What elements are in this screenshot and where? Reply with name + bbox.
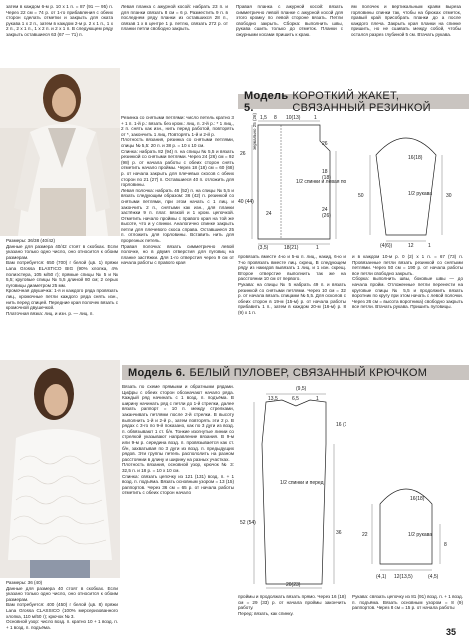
d5-sleeve-label: 1/2 рукава [408, 191, 433, 197]
model5-text-mid: Резинка со снятыми петлями: число петель кратно 3 + 1 п. 1-й р.: вязать без кром.: лиц. п. 2-й р.: * 1 лиц., 2 п. снять как изн., нить перед работой, повторять от *, закончить 1 лиц. Повторять 1-й и 2-й р. Плотность вязания, резинка со снятыми петлями, спицы № 5,5: 20 п. и 38 р. = 10 х 10 см. Спинка: набрать 82 (94) п. на спицы № 5,5 и вязать резинкой со снятыми петлями. Через 24 (26) см = 92 (98) р. от начала работы с обеих сторон снять отметить начало проймы. Через 18 (18) см = 60 (68) р. от начала закрыть для плечевых скосов с обеих сторон по 21 (27) п. Оставшиеся 40 п. отложить для горловины. Левая полочка: набрать 46 (52) п. на спицы № 5,5 и вязать следующим образом: 36 (42) п. резинкой со снятыми петлями, при этом начать с 1 лиц. и закончить 2 п., снятыми как изн., для планки застёжки 9 п. плат. вязкой и 1 кром. цепочкой. Отметить начало проймы с правого края на той же высоте, что и у спинки. Аналогично спинке закрыть петли для плечевого скоса справа. Оставшиеся 25 п. отложить для горловины. Вставить нить для прорезных петель. Правая полочка: вязать симметрично левой полочке, но в двумя отверстия для пуговиц на планке застёжки. Для 1-го отверстия через 9 см от начала работы с правого края [121, 115, 234, 266]
model5-photo [0, 68, 120, 236]
d6-top-small: (9,5) [296, 386, 307, 392]
model5-text-left: Размеры: 36/38 (40/42) Данные для размера 40/42 стоят в скобках. Если указано только одно число, оно относится к обоим размерам. Вам потребуется: 650 (700) г белой (цв. 1) пряжи Lana Grossa ELASTICO BIG (90% хлопка, 4% полиэстера, 105 м/50 г); прямые спицы № 5 и № 5,5; круговые спицы № 5,5 длиной 80 см; 2 серых пуговицы диаметром 25 мм. Кромочная двушечка: 1-я и каждого ряда провязать лиц., кромочные петли каждого ряда снять изн., нить перед спицей. Передние края полочек вязать с кромочной двушечкой. Платочная вязка: лиц. и изн. р. — лиц. п. [6, 238, 118, 316]
top-text-col4: ям полочек и вертикальным краям выреза горловины спинки так, чтобы на брюках отметок, правый край присобрать планки до а после каждого плеча. Закрыть края планки на спинке пришить, но не сшивать между собой, чтобы остался разрез глубиной 5 см. Втачать рукава. [351, 4, 461, 37]
d6-sleeve-top: 16(18) [410, 496, 425, 502]
d6-sleeve-left: 22 [362, 532, 368, 538]
model6-header [122, 365, 469, 380]
d5-top-2: 8 [274, 115, 277, 121]
top-text-col2: Левая планка с ажурной косой: набрать 23 п. и для планки связать 8 см = 6 р. Разместить 9 п. в последнем ряду планки из оставшихся 28 п., связав 1 х в центре 1 р. петлю, связать 272 р. от планки петли свободно закрыть. [121, 4, 228, 32]
model5-title: КОРОТКИЙ ЖАКЕТ, СВЯЗАННЫЙ РЕЗИНКОЙ [292, 89, 431, 114]
model6-text-mid: Вязать по схеме прямыми и обратными рядами. Цифры с обеих сторон обозначают начало ряда. Каждый ряд начинать с 1 возд. п. подъёма. В ширину начинать ряд с петли до 1-й стрелки, далее вязать раппорт = 10 п. между стрелками, заканчивать петлями после 2-й стрелки. В высоту выполнить 1-й и 2-й р., затем повторять эти 2 р. В рядах с 3-го по 9-й показано, как по 3 дуги из возд. п. обвязывают 1 ст. б/н. Тонкие изогнутые линии со стрелкой указывают направление вязания. В 9-м или 9-м р. середина возд. п. провязывается как ст. б/н, захватывая по 3 дуги из возд. п. предыдущих рядов. Эти группы петель распололить на разном расстоянии в длину и ширину на разных участках. Плотность вязания, основной узор, крючок № 3: 32,5 п. и 18 р. = 10 х 10 см. Спинка: связать цепочку из 121 (131) возд. п. + 1 возд. п. подъёма. Вязать основным узором = 13 (15) раппортов. Через 36 см = 65 р. от начала работы отметить с обеих сторон начало [122, 384, 234, 496]
d5-sleeve-top: 16(18) [408, 155, 423, 161]
model5-number: Модель 5. [244, 89, 289, 114]
d5-mid-right-a: 18 [322, 169, 328, 175]
page-number: 35 [446, 627, 457, 637]
d6-top-3: 1 [316, 396, 319, 402]
model5-text-right: провязать вместе 4-ю и 5-ю п. лиц., накид, 6-ю и 7-ю провязать вместе лиц. скрещ. В следующем ряду из накидов вывязать 1 лиц. и 1 изн. скрещ. Второе отверстие выполнить так же на расстоянии 10 см от первого. Рукава: на спицы № 5 набрать 49 п. и вязать резинкой со снятыми петлями. Через 10 см = 32 р. от начала вязать спицами № 5,5. Для осколов с обеих сторон в 19-м (15-м) р. от начала работы прибавить 1 п., затем в каждом 20-м (16-м) р. 8 (9) х 1 п. [238, 254, 346, 315]
d5-top-4: 1 [314, 115, 317, 121]
model6-number: Модель 6. [128, 366, 186, 379]
model6-title: БЕЛЫЙ ПУЛОВЕР, СВЯЗАННЫЙ КРЮЧКОМ [189, 366, 428, 379]
model6-text-right: проймы и продолжать вязать прямо. Через 16 (18) см = 29 (33) р. от начала проймы закончить работу. Перед: вязать, как спинку. [238, 594, 346, 616]
d5-mid-right-b: (18) [322, 175, 331, 181]
d6-left-outer: 52 (54) [240, 520, 256, 526]
d5-bottom-3: 1 [316, 245, 319, 250]
d6-bottom: 20(23) [286, 582, 301, 588]
d5-top-1: 1,5 [260, 115, 267, 121]
model5-header [238, 89, 469, 114]
model6-photo [0, 360, 120, 578]
d5-left-inner: 24 [266, 211, 272, 217]
d5-right-mid: 26 [322, 141, 328, 147]
d5-vertical-label: зеркально 25 (26) [252, 112, 257, 150]
d5-sleeve-bottom-2: 12 [408, 243, 414, 249]
d5-sleeve-left: 50 [358, 193, 364, 199]
d6-sleeve-bottom-3: (4,5) [428, 574, 439, 580]
d5-bottom-2: 18(21) [284, 245, 299, 250]
d5-sleeve-bottom-1: (4(6)) [380, 243, 393, 249]
d6-right-mid: 16 ( [336, 422, 345, 428]
model6-text-far-right: Рукава: связать цепочку из 81 (91) возд. п. + 1 возд. п. подъёма. Вязать основным узором = 8 (9) раппортов. Через 8 см = 15 р. от начала работы [352, 594, 463, 611]
model6-body-schematic [236, 384, 346, 590]
d5-sleeve-right: 30 [446, 193, 452, 199]
model5-sleeve-schematic [350, 115, 463, 250]
d5-mid-right2-a: 24 [322, 207, 328, 213]
top-text-col1: затем в каждом 6-м р. 10 х 1 п. = 87 (91 — 95) п. Через 22 см = 74 р. от 1-го прибавления с обеих сторон сделать отметки и закрыть для оката рукава 1 х 2 п., затем в каждом 2-м р. 2 х 1 п., 1 х 2 п., 2 х 1 п., 1 х 2 п. и 2 х 1 п. В следующем ряду закрыть оставшиеся 63 (67 — 71) п. [6, 4, 113, 37]
d6-body-label: 1/2 спинки и перед [280, 480, 324, 486]
top-text-col3: Правая планка с ажурной косой: вязать симметрично левой планке с ажурной косой для этого кромку по левой стороне вязать. Петли свободно закрыть. Сборка: выполнить швы, рукава сшить только до отметок. Планки с ожурными косами пришить к краю. [236, 4, 343, 37]
d6-sleeve-bottom-1: (4,1) [376, 574, 387, 580]
d5-mid-right2-b: (26) [322, 213, 331, 219]
d5-left-num: 26 [240, 151, 246, 157]
d6-top-2: 6,5 [292, 396, 299, 402]
d5-sleeve-bottom-3: 1 [428, 243, 431, 249]
d6-right-low: 36 [336, 530, 342, 536]
d5-bottom-1: (3,5) [258, 245, 269, 250]
model6-text-left: Размеры: 36 (40) Данные для размера 40 стоят в скобках. Если указано только одно число, оно относится к обоим размерам. Вам потребуется: 400 (450) г белой (цв. 8) пряжи Lana Grossa CLASSICO (100% мерсеризованного хлопка, 110 м/50 г); крючок № 3. Основной узор: число возд. п. кратно 10 + 1 возд. п. + 1 возд. п. подъёма. [6, 580, 118, 630]
d5-top-3: 10(13) [286, 115, 301, 121]
model6-sleeve-schematic [350, 384, 463, 590]
model5-text-far-right: и в каждом 10-м р. 0 (2) х 1 п. = 67 (73) п. Провязанные петли вязать резинкой со снятыми петлями. Через 50 см = 190 р. от начала работы все петли свободно закрыть. Сборка: выполнить швы, боковые швы — до начала пройм. Отложенные петли перенести на круговые спицы № 5,5 и продолжить вязать воротник по кругу при этом начать с левой полочки. Через 26 см = высота воротника) свободно закрыть все петли. Втачать рукава. Пришить пуговицы. [352, 254, 463, 310]
d6-sleeve-label: 1/2 рукава [408, 532, 433, 538]
d6-top-1: 13,5 [268, 396, 278, 402]
d5-left-outer: 40 (44) [238, 199, 254, 205]
d6-sleeve-right: 8 [444, 542, 447, 548]
d5-back-label: 1/2 спинки и левая по [296, 179, 346, 185]
d6-sleeve-bottom-2: 12(13,5) [394, 574, 413, 580]
